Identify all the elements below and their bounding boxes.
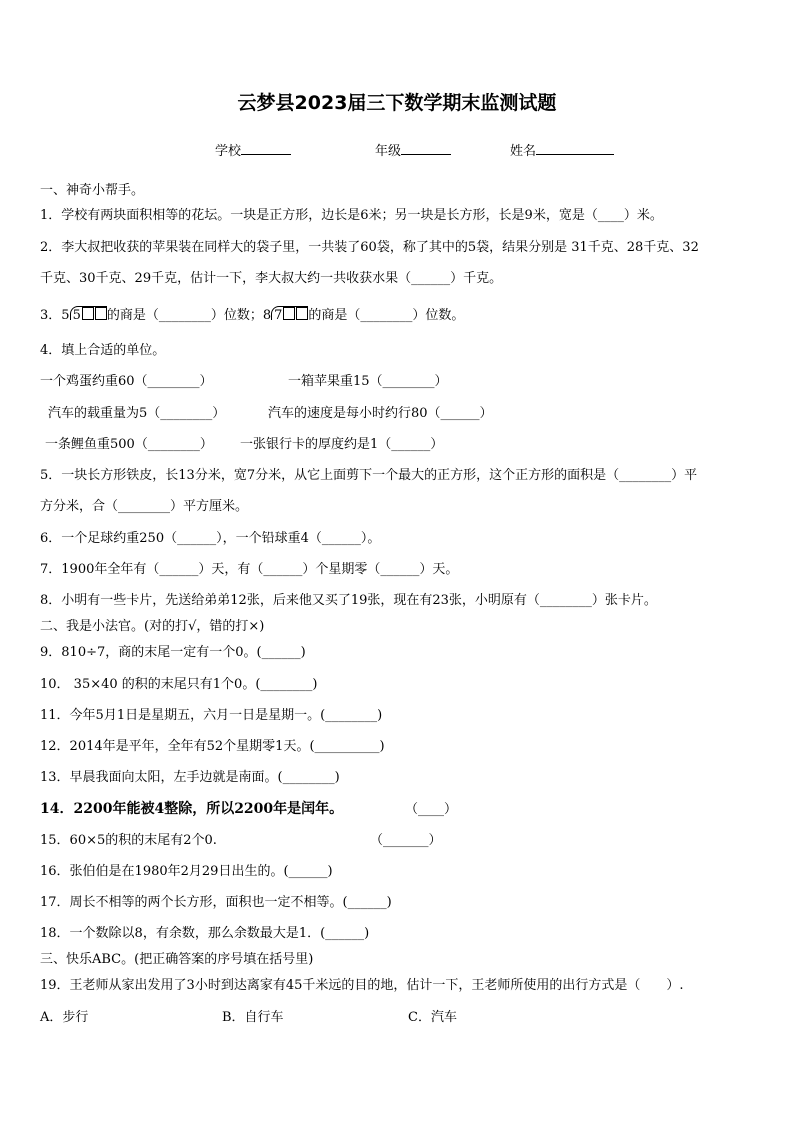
option-c: C．汽车 xyxy=(408,1010,457,1025)
question-7: 7．1900年全年有（______）天，有（______）个星期零（______）天。 xyxy=(40,562,459,577)
question-12: 12．2014年是平年，全年有52个星期零1天。(__________) xyxy=(40,739,385,754)
question-5-line-2: 方分米，合（________）平方厘米。 xyxy=(40,499,249,514)
question-13: 13．早晨我面向太阳，左手边就是南面。(________) xyxy=(40,770,340,785)
grade-field xyxy=(375,140,451,159)
question-2-line-2: 千克、30千克、29千克，估计一下，李大叔大约一共收获水果（______）千克。 xyxy=(40,271,503,286)
divisor-2: 8 xyxy=(262,308,272,323)
question-4-item-1: 一个鸡蛋约重60（________） xyxy=(40,374,213,389)
question-18: 18．一个数除以8，有余数，那么余数最大是1．(______) xyxy=(40,926,370,941)
question-10: 10． 35×40 的积的末尾只有1个0。(________) xyxy=(40,677,318,692)
question-4-item-5: 一条鲤鱼重500（________） xyxy=(45,437,213,452)
digit-box xyxy=(283,307,295,320)
question-15: 15．60×5的积的末尾有2个0. xyxy=(40,833,217,848)
name-blank[interactable] xyxy=(536,141,614,155)
divisor-1: 5 xyxy=(61,308,70,323)
section-3-heading: 三、快乐ABC。(把正确答案的序号填在括号里) xyxy=(40,952,314,967)
grade-blank[interactable] xyxy=(401,141,451,155)
question-6: 6．一个足球约重250（______），一个铅球重4（______）。 xyxy=(40,531,381,546)
question-9: 9．810÷7，商的末尾一定有一个0。(______) xyxy=(40,645,306,660)
option-a: A．步行 xyxy=(40,1010,89,1025)
question-4-item-4: 汽车的速度是每小时约行80（______） xyxy=(268,406,493,421)
question-3-text-1: 的商是（________）位数； xyxy=(106,308,263,323)
question-5-line-1: 5．一块长方形铁皮，长13分米，宽7分米，从它上面剪下一个最大的正方形，这个正方形的面积是（________）平 xyxy=(40,468,698,483)
page-title: 云梦县2023届三下数学期末监测试题 xyxy=(237,92,557,114)
grade-label: 年级 xyxy=(375,144,402,159)
option-b: B．自行车 xyxy=(222,1010,284,1025)
school-blank[interactable] xyxy=(241,141,291,155)
question-11: 11．今年5月1日是星期五，六月一日是星期一。(________) xyxy=(40,708,383,723)
name-field xyxy=(510,140,614,159)
digit-box xyxy=(296,307,308,320)
question-16: 16．张伯伯是在1980年2月29日出生的。(______) xyxy=(40,864,333,879)
digit-box xyxy=(82,307,94,320)
question-1: 1．学校有两块面积相等的花坛。一块是正方形，边长是6米；另一块是长方形，长是9米，宽是（____）米。 xyxy=(40,208,663,223)
school-label: 学校 xyxy=(215,144,242,159)
question-17: 17．周长不相等的两个长方形，面积也一定不相等。(______) xyxy=(40,895,392,910)
name-label: 姓名 xyxy=(510,144,537,159)
question-4: 4．填上合适的单位。 xyxy=(40,343,166,358)
question-3 xyxy=(40,306,464,325)
section-1-heading: 一、神奇小帮手。 xyxy=(40,183,145,198)
section-2-heading: 二、我是小法官。(对的打√，错的打×) xyxy=(40,619,265,634)
dividend-2 xyxy=(271,306,308,323)
question-14: 14．2200年能被4整除，所以2200年是闰年。 xyxy=(40,801,344,817)
question-19: 19．王老师从家出发用了3小时到达离家有45千米远的目的地，估计一下，王老师所使用的出行方式是（ ）. xyxy=(40,978,684,993)
question-4-item-2: 一箱苹果重15（________） xyxy=(288,374,448,389)
question-3-text-2: 的商是（________）位数。 xyxy=(308,308,465,323)
question-4-item-6: 一张银行卡的厚度约是1（______） xyxy=(240,437,444,452)
question-3-number: 3． xyxy=(40,308,62,323)
question-4-item-3: 汽车的载重量为5（________） xyxy=(48,406,226,421)
question-14-blank: （____） xyxy=(405,802,458,817)
question-8: 8．小明有一些卡片，先送给弟弟12张，后来他又买了19张，现在有23张，小明原有（________）张卡片。 xyxy=(40,593,657,608)
question-2-line-1: 2．李大叔把收获的苹果装在同样大的袋子里，一共装了60袋，称了其中的5袋，结果分别是 31千克、28千克、32 xyxy=(40,240,699,255)
school-field xyxy=(215,140,291,159)
digit-box xyxy=(95,307,107,320)
dividend-2-digit: 7 xyxy=(274,308,283,323)
dividend-1-digit: 5 xyxy=(72,308,81,323)
question-15-blank: （_______） xyxy=(370,833,442,848)
dividend-1 xyxy=(70,306,107,323)
